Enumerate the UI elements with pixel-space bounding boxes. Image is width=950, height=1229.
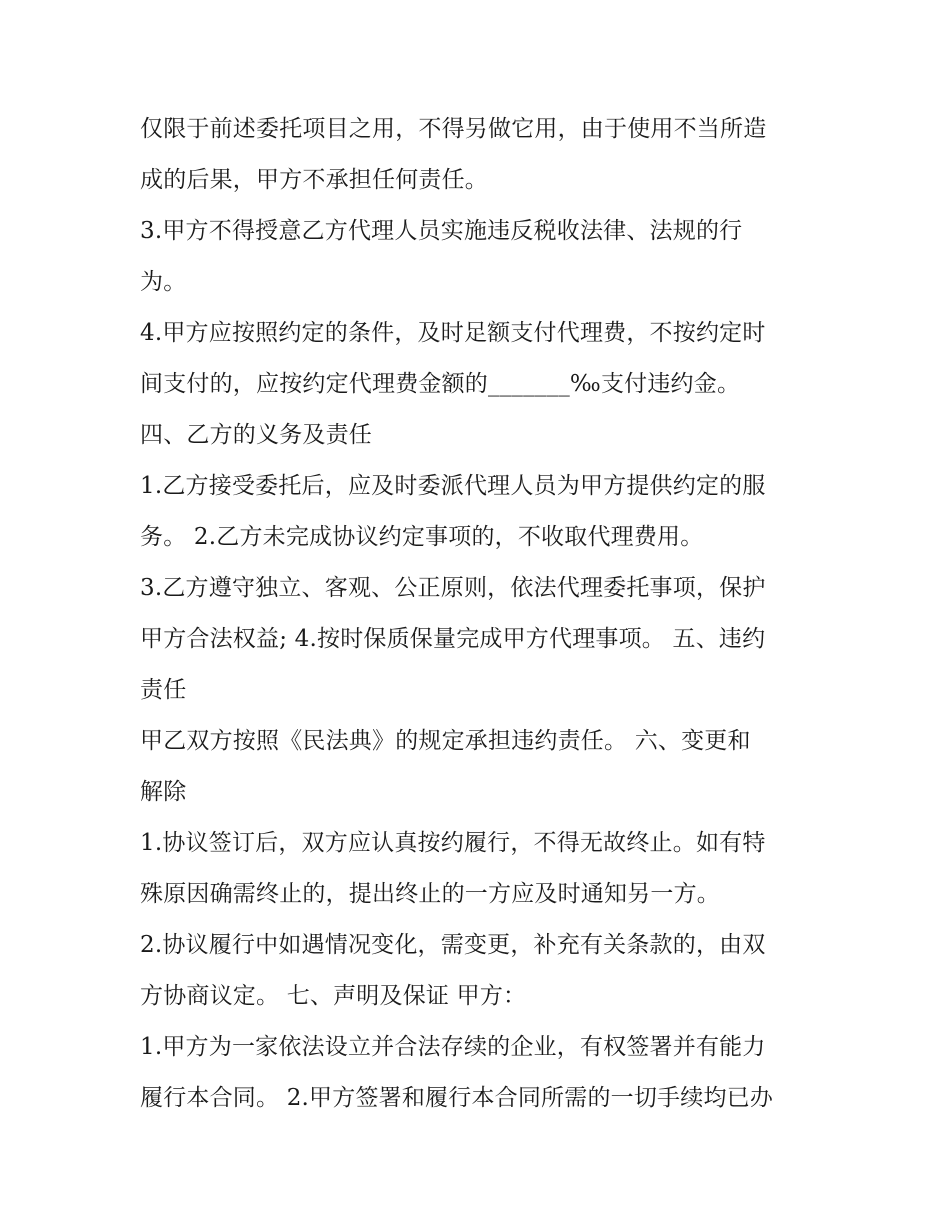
text-line: 2.协议履行中如遇情况变化，需变更，补充有关条款的，由双 — [140, 932, 766, 958]
text-line: 责任 — [140, 677, 187, 703]
text-line: 为。 — [140, 269, 187, 295]
section-heading: 四、乙方的义务及责任 — [140, 422, 372, 448]
text-line: 成的后果，甲方不承担任何责任。 — [140, 167, 488, 193]
text-line: 1.协议签订后，双方应认真按约履行，不得无故终止。如有特 — [140, 830, 766, 856]
text-line: 1.甲方为一家依法设立并合法存续的企业，有权签署并有能力 — [140, 1034, 766, 1060]
text-line: 仅限于前述委托项目之用，不得另做它用，由于使用不当所造 — [140, 116, 767, 142]
text-line: 方协商议定。 七、声明及保证 甲方： — [140, 983, 527, 1009]
text-line: 3.甲方不得授意乙方代理人员实施违反税收法律、法规的行 — [140, 218, 743, 244]
text-line: 履行本合同。 2.甲方签署和履行本合同所需的一切手续均已办 — [140, 1085, 774, 1111]
text-line: 务。 2.乙方未完成协议约定事项的，不收取代理费用。 — [140, 524, 704, 550]
text-line: 4.甲方应按照约定的条件，及时足额支付代理费，不按约定时 — [140, 320, 766, 346]
text-line: 甲方合法权益; 4.按时保质保量完成甲方代理事项。 五、违约 — [140, 626, 766, 652]
text-line: 间支付的，应按约定代理费金额的_______‰支付违约金。 — [140, 371, 741, 397]
text-line: 3.乙方遵守独立、客观、公正原则，依法代理委托事项，保护 — [140, 575, 766, 601]
text-line: 甲乙双方按照《民法典》的规定承担违约责任。 六、变更和 — [140, 728, 751, 754]
document-body — [140, 104, 830, 1124]
text-line: 1.乙方接受委托后，应及时委派代理人员为甲方提供约定的服 — [140, 473, 766, 499]
text-line: 解除 — [140, 779, 187, 805]
text-line: 殊原因确需终止的，提出终止的一方应及时通知另一方。 — [140, 881, 720, 907]
